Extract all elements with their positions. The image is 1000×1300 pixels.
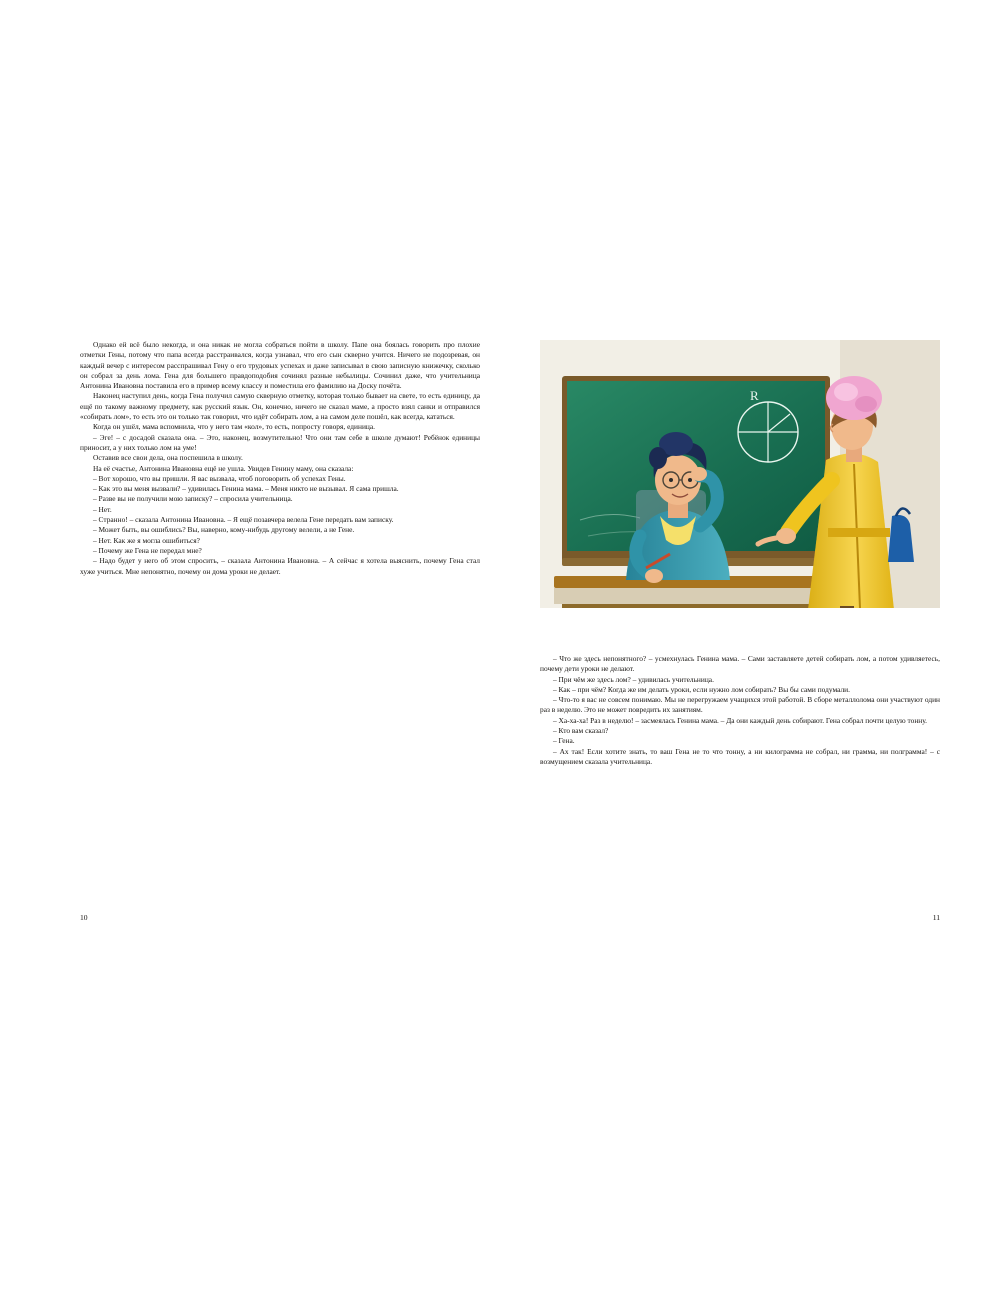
paragraph: Однако ей всё было некогда, и она никак не могла собраться пойти в школу. Папе она боялась говорить про плохие отметки Гены, потому что папа всегда расстраивался, когда узнавал, что его сын скверно учится. Ничего не подозревая, он каждый вечер с интересом расспрашивал Гену о его трудовых успехах и даже записывал в свою записную книжечку, сколько он собрал за день лома. Гена для большего правдоподобия сочинял разные небылицы. Сочинил даже, что учительница Антонина Ивановна поставила его в пример всему классу и поместила его фамилию на Доску почёта.: [80, 340, 480, 391]
right-page-text: [540, 654, 940, 767]
paragraph: – Что же здесь непонятного? – усмехнулась Генина мама. – Сами заставляете детей собирать лом, а потом удивляетесь, почему дети уроки не делают.: [540, 654, 940, 674]
paragraph: – Ха-ха-ха! Раз в неделю! – засмеялась Генина мама. – Да они каждый день собирают. Гена собрал почти целую тонну.: [553, 715, 928, 725]
paragraph: – Нет.: [93, 504, 112, 514]
left-page-text: [80, 340, 480, 577]
page-number-left: 10: [80, 913, 88, 922]
paragraph: – Эге! – с досадой сказала она. – Это, наконец, возмутительно! Что они там себе в школе думают! Ребёнок единицы приносит, а у них только лом на уме!: [80, 432, 480, 452]
paragraph: – Что-то я вас не совсем понимаю. Мы не перегружаем учащихся этой работой. В сборе металлолома они участвуют один раз в неделю. Это не может повредить их занятиям.: [540, 695, 940, 715]
book-page-right: [540, 340, 940, 922]
paragraph: Когда он ушёл, мама вспомнила, что у него там «кол», то есть, попросту говоря, единица.: [93, 422, 375, 432]
paragraph: – Может быть, вы ошиблись? Вы, наверно, кому-нибудь другому велели, а не Гене.: [93, 525, 355, 535]
book-spread: [60, 340, 940, 922]
page-number-right: 11: [932, 913, 940, 922]
paragraph: – Гена.: [553, 736, 575, 746]
blackboard-label: R: [750, 388, 759, 403]
paragraph: – Кто вам сказал?: [553, 726, 609, 736]
teacher-desk: [554, 576, 844, 610]
paragraph: – Нет. Как же я могла ошибиться?: [93, 535, 200, 545]
paragraph: – Почему же Гена не передал мне?: [93, 545, 202, 555]
book-page-left: [80, 340, 480, 922]
paragraph: – Надо будет у него об этом спросить, – сказала Антонина Ивановна. – А сейчас я хотела выяснить, почему Гена стал хуже учиться. Мне непонятно, почему он дома уроки не делает.: [80, 556, 480, 576]
paragraph: – Странно! – сказала Антонина Ивановна. – Я ещё позавчера велела Гене передать вам записку.: [93, 515, 394, 525]
paragraph: – Разве вы не получили мою записку? – спросила учительница.: [93, 494, 293, 504]
classroom-illustration: [540, 340, 940, 640]
paragraph: – Как это вы меня вызвали? – удивилась Генина мама. – Меня никто не вызывал. Я сама пришла.: [93, 484, 399, 494]
paragraph: Наконец наступил день, когда Гена получил самую скверную отметку, которая только бывает на свете, то есть единицу, да ещё по такому важному предмету, как русский язык. Он, конечно, ничего не сказал маме, а просто взял санки и отправился «собирать лом», то есть это он только так говорил, что идёт собирать лом, а на самом деле пошёл, как всегда, кататься.: [80, 391, 480, 422]
paragraph: – Ах так! Если хотите знать, то ваш Гена не то что тонну, а ни килограмма не собрал, ни грамма, ни полграмма! – с возмущением сказала учительница.: [540, 746, 940, 766]
paragraph: Оставив все свои дела, она поспешила в школу.: [93, 453, 243, 463]
paragraph: – Как – при чём? Когда же им делать уроки, если нужно лом собирать? Вы бы сами подумали.: [553, 684, 850, 694]
paragraph: – При чём же здесь лом? – удивилась учительница.: [553, 674, 714, 684]
paragraph: На её счастье, Антонина Ивановна ещё не ушла. Увидев Генину маму, она сказала:: [93, 463, 354, 473]
paragraph: – Вот хорошо, что вы пришли. Я вас вызвала, чтоб поговорить об успехах Гены.: [93, 473, 346, 483]
